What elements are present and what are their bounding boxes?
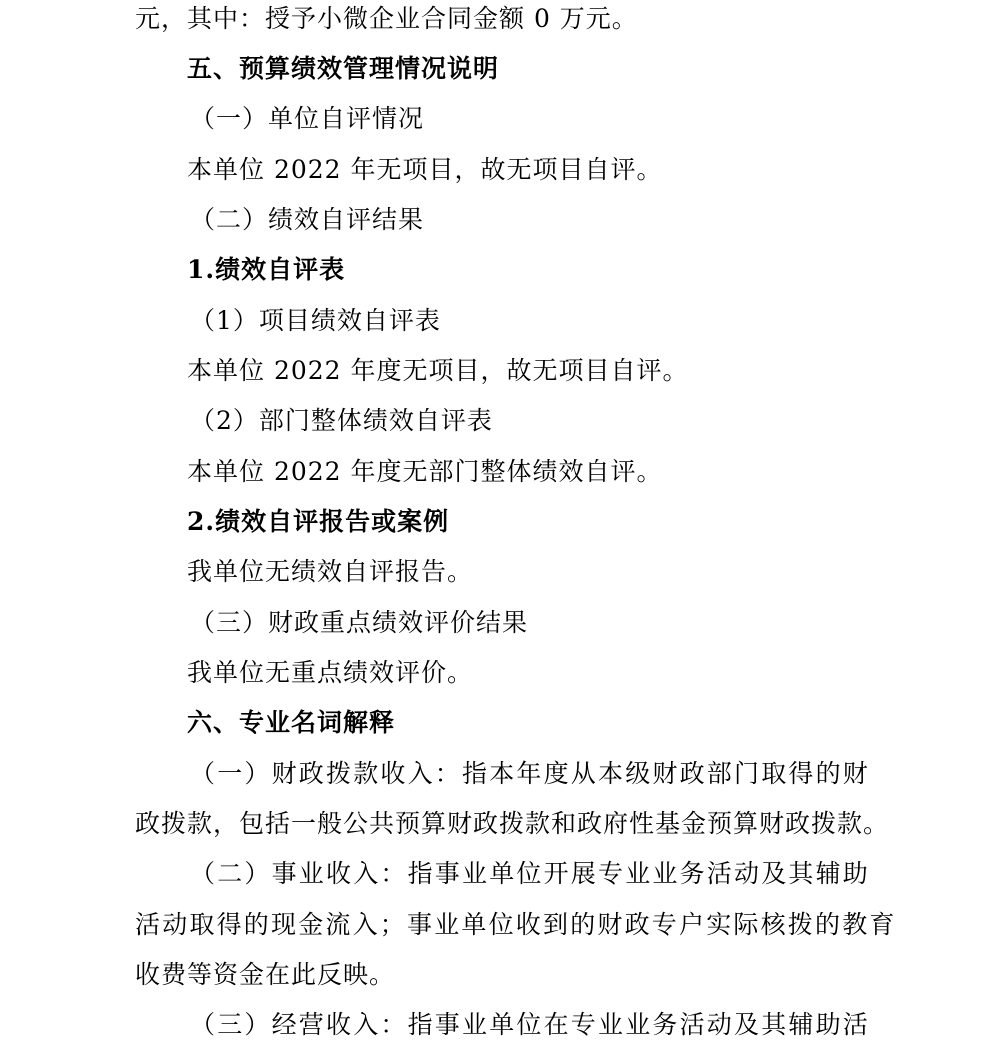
definition-paragraph: 政拨款，包括一般公共预算财政拨款和政府性基金预算财政拨款。 — [135, 809, 890, 838]
section-heading: 六、专业名词解释 — [187, 708, 396, 737]
paragraph: 本单位 2022 年度无项目，故无项目自评。 — [187, 356, 689, 385]
subsection-heading: （二）绩效自评结果 — [190, 205, 425, 234]
subsection-heading: （三）财政重点绩效评价结果 — [190, 608, 529, 637]
paragraph: 我单位无绩效自评报告。 — [187, 557, 474, 586]
section-heading: 五、预算绩效管理情况说明 — [187, 54, 500, 83]
subsection-heading: （一）单位自评情况 — [190, 104, 425, 133]
definition-paragraph: （二）事业收入：指事业单位开展专业业务活动及其辅助 — [190, 859, 871, 888]
numbered-heading: 2.绩效自评报告或案例 — [187, 507, 450, 536]
paragraph: 我单位无重点绩效评价。 — [187, 658, 474, 687]
text-line: 元，其中：授予小微企业合同金额 0 万元。 — [135, 4, 638, 33]
paragraph: 本单位 2022 年无项目，故无项目自评。 — [187, 155, 663, 184]
paragraph: 本单位 2022 年度无部门整体绩效自评。 — [187, 457, 663, 486]
definition-paragraph: 收费等资金在此反映。 — [135, 960, 396, 989]
subsection-heading: （2）部门整体绩效自评表 — [190, 406, 493, 435]
definition-paragraph: 活动取得的现金流入；事业单位收到的财政专户实际核拨的教育 — [135, 910, 897, 939]
definition-paragraph: （一）财政拨款收入：指本年度从本级财政部门取得的财 — [190, 759, 871, 788]
numbered-heading: 1.绩效自评表 — [187, 255, 346, 284]
definition-paragraph: （三）经营收入：指事业单位在专业业务活动及其辅助活 — [190, 1010, 871, 1039]
subsection-heading: （1）项目绩效自评表 — [190, 306, 441, 335]
